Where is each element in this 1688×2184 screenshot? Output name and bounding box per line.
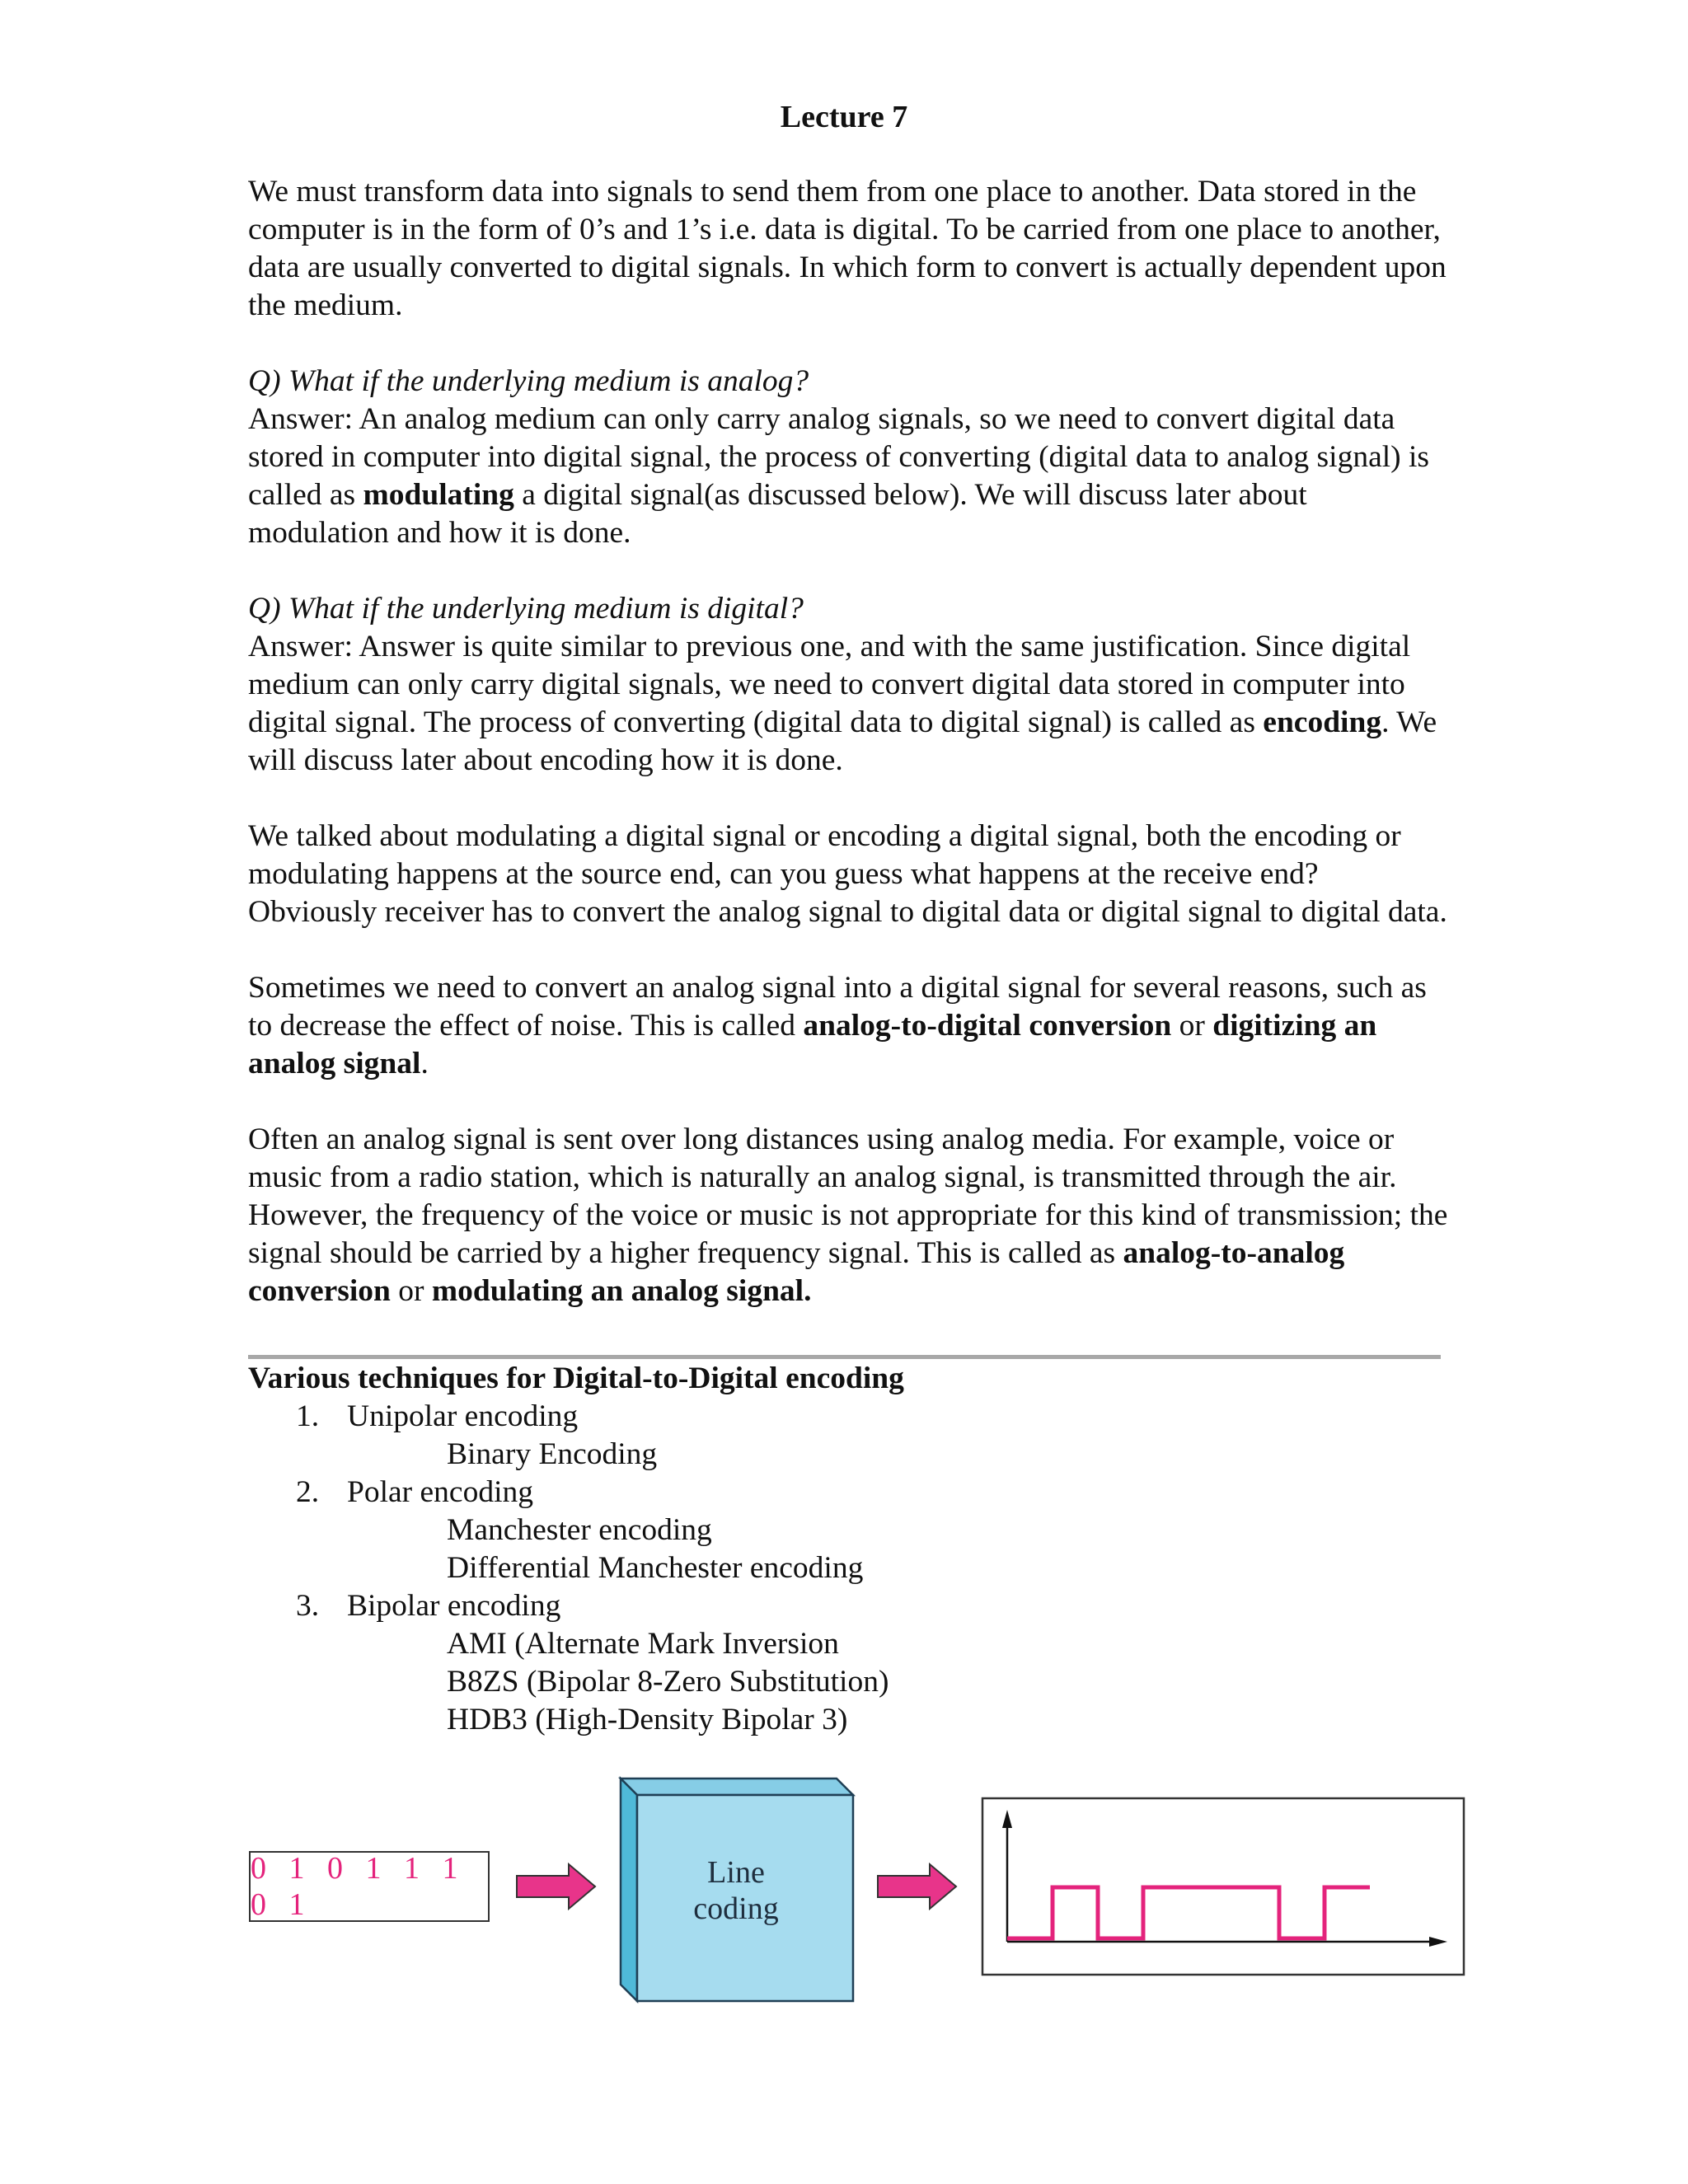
list-label: Unipolar encoding (347, 1399, 579, 1433)
answer-digital-text-end: . We will discuss later about encoding how it is done. (248, 705, 1437, 777)
arrow-right-icon (878, 1864, 956, 1909)
aac-text: Often an analog signal is sent over long distances using analog media. For example, voice or music from a radio station, which is naturally an analog signal, is transmitted through the air. However, the frequency of the voice or music is not appropriate for this kind of transmission; the signal should be carried by a higher frequency signal. This is called as (248, 1122, 1448, 1270)
question-analog: Q) What if the underlying medium is analog? (248, 364, 809, 398)
line-coding-label (621, 1854, 851, 1927)
answer-digital-text: Answer: Answer is quite similar to previous one, and with the same justification. Since digital medium can only carry digital signals, we need to convert digital data stored in computer into digital signal. The process of converting (digital data to digital signal) is called as (248, 630, 1411, 739)
paragraph-analog-to-digital (248, 969, 1451, 1083)
body-text (248, 173, 1451, 1310)
bit-sequence: 0 1 0 1 1 1 0 1 (249, 1851, 490, 1922)
term-encoding: encoding (1263, 705, 1382, 739)
horizontal-rule (248, 1355, 1441, 1359)
list-label: Bipolar encoding (347, 1589, 561, 1623)
term-modulating-analog: modulating an analog signal. (431, 1274, 812, 1308)
paragraph-receive-end: We talked about modulating a digital signal or encoding a digital signal, both the encoding or modulating happens at the source end, can you guess what happens at the receive end? Obviously receiver has to convert the analog signal to digital data or digital signal to digital data. (248, 819, 1447, 929)
adc-or: or (1171, 1009, 1213, 1043)
list-number: 2. (296, 1475, 320, 1509)
term-digitizing: digitizing an analog signal (248, 1009, 1377, 1080)
techniques-heading: Various techniques for Digital-to-Digital encoding (248, 1361, 904, 1395)
list-number: 1. (296, 1399, 320, 1433)
aac-or: or (390, 1274, 432, 1308)
sub-item: Manchester encoding (447, 1513, 712, 1547)
sub-item: B8ZS (Bipolar 8-Zero Substitution) (447, 1665, 889, 1699)
answer-analog (248, 401, 1451, 552)
label-line-1: Line (707, 1855, 765, 1890)
label-line-2: coding (693, 1891, 779, 1926)
list-item (248, 1474, 1451, 1511)
adc-period: . (420, 1047, 429, 1080)
arrow-right-icon (517, 1864, 595, 1909)
sub-item: Binary Encoding (447, 1437, 658, 1471)
question-digital: Q) What if the underlying medium is digital? (248, 592, 804, 626)
adc-text: Sometimes we need to convert an analog signal into a digital signal for several reasons, such as to decrease the effect of noise. This is called (248, 971, 1427, 1043)
list-item (248, 1587, 1451, 1625)
answer-analog-text-end: a digital signal(as discussed below). We will discuss later about modulation and how it is done. (248, 478, 1307, 550)
techniques-list (248, 1360, 1451, 1739)
term-adc: analog-to-digital conversion (803, 1009, 1172, 1043)
list-label: Polar encoding (347, 1475, 533, 1509)
answer-analog-text: Answer: An analog medium can only carry analog signals, so we need to convert digital data stored in computer into digital signal, the process of converting (digital data to analog signal) is called as (248, 402, 1430, 512)
sub-item: HDB3 (High-Density Bipolar 3) (447, 1703, 848, 1736)
list-number: 3. (296, 1589, 320, 1623)
paragraph-intro: We must transform data into signals to send them from one place to another. Data stored in the computer is in the form of 0’s and 1’s i.e. data is digital. To be carried from one place to another, data are usually converted to digital signals. In which form to convert is actually dependent upon the medium. (248, 175, 1447, 322)
sub-item: AMI (Alternate Mark Inversion (447, 1627, 839, 1661)
paragraph-analog-to-analog (248, 1121, 1451, 1310)
page-title: Lecture 7 (780, 100, 908, 134)
term-modulating: modulating (363, 478, 514, 512)
sub-item: Differential Manchester encoding (447, 1551, 864, 1585)
list-item (248, 1398, 1451, 1436)
line-coding-figure (0, 1772, 1688, 2019)
answer-digital (248, 628, 1451, 780)
cube-top (621, 1779, 853, 1795)
term-aac: analog-to-analog conversion (248, 1236, 1345, 1308)
